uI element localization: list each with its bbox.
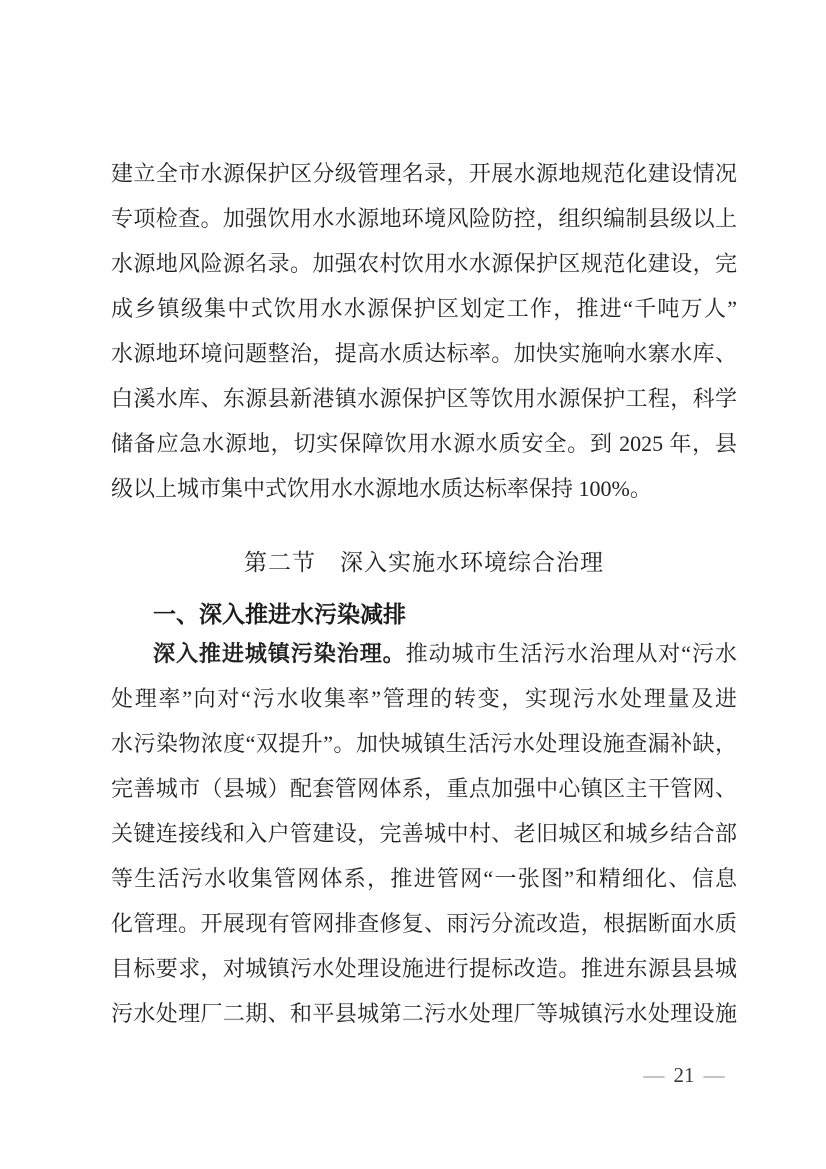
paragraph-water-source-protection: [111, 151, 737, 511]
page-number-dash-left: —: [643, 1063, 665, 1087]
paragraph-line: 储备应急水源地，切实保障饮用水源水质安全。到 2025 年，县: [111, 431, 737, 456]
page-number: [643, 1061, 725, 1089]
paragraph-line: 专项检查。加强饮用水水源地环境风险防控，组织编制县级以上: [111, 206, 737, 231]
page-number-dash-right: —: [703, 1063, 725, 1087]
paragraph-lead-rest: 推动城市生活污水治理从对“污水: [405, 641, 737, 666]
paragraph-line: 建立全市水源保护区分级管理名录，开展水源地规范化建设情况: [111, 161, 737, 186]
paragraph-line: 污水处理厂二期、和平县城第二污水处理厂等城镇污水处理设施: [111, 1001, 737, 1026]
section-heading: 第二节 深入实施水环境综合治理: [244, 550, 604, 575]
paragraph-line: 化管理。开展现有管网排查修复、雨污分流改造，根据断面水质: [111, 911, 737, 936]
paragraph-line: 水源地环境问题整治，提高水质达标率。加快实施响水寨水库、: [111, 341, 737, 366]
paragraph-line: 级以上城市集中式饮用水水源地水质达标率保持 100%。: [111, 476, 652, 501]
paragraph-line: 目标要求，对城镇污水处理设施进行提标改造。推进东源县县城: [111, 956, 737, 981]
paragraph-line: 成乡镇级集中式饮用水水源保护区划定工作，推进“千吨万人”: [111, 296, 737, 321]
sub-heading: 一、深入推进水污染减排: [153, 601, 406, 627]
paragraph-lead-bold: 深入推进城镇污染治理。: [153, 641, 406, 666]
paragraph-line: [111, 631, 737, 676]
page-number-value: 21: [673, 1063, 695, 1087]
paragraph-sewage-treatment: [111, 631, 737, 1036]
paragraph-line: 白溪水库、东源县新港镇水源保护区等饮用水源保护工程，科学: [111, 386, 737, 411]
paragraph-line: 水污染物浓度“双提升”。加快城镇生活污水处理设施查漏补缺，: [111, 731, 737, 756]
paragraph-line: 水源地风险源名录。加强农村饮用水水源保护区规范化建设，完: [111, 251, 737, 276]
paragraph-line: 完善城市（县城）配套管网体系，重点加强中心镇区主干管网、: [111, 776, 737, 801]
paragraph-line: 等生活污水收集管网体系，推进管网“一张图”和精细化、信息: [111, 866, 737, 891]
paragraph-line: 处理率”向对“污水收集率”管理的转变，实现污水处理量及进: [111, 686, 737, 711]
paragraph-line: 关键连接线和入户管建设，完善城中村、老旧城区和城乡结合部: [111, 821, 737, 846]
